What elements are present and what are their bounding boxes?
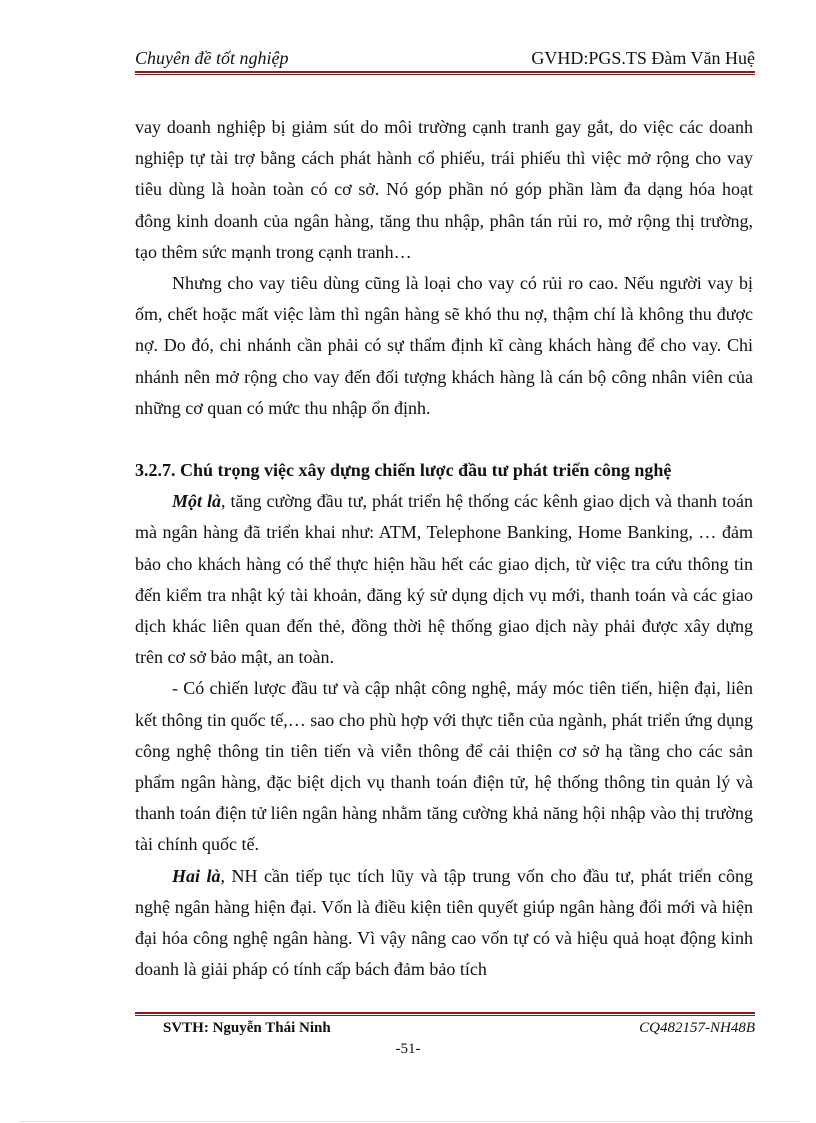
page-number: -51- [395, 1041, 421, 1057]
first-point-text: , tăng cường đầu tư, phát triển hệ thống các kênh giao dịch và thanh toán mà ngân hàng đã triển khai như: ATM, Telephone Banking, Home Banking, … đảm bảo cho khách hàng có thể thực hiện hầu hết các giao dịch, từ việc tra cứu thông tin đến kiểm tra nhật ký tài khoản, đăng ký sử dụng dịch vụ mới, thanh toán và các giao dịch khác liên quan đến thẻ, đồng thời hệ thống giao dịch này phải được xây dựng trên cơ sở bảo mật, an toàn. [135, 491, 753, 668]
header-thesis-title: Chuyên đề tốt nghiệp [135, 48, 289, 68]
paragraph-second-point [135, 861, 753, 986]
page-footer [135, 1020, 755, 1042]
header-supervisor: GVHD:PGS.TS Đàm Văn Huệ [531, 48, 755, 68]
page-edge-line [20, 1121, 800, 1122]
paragraph-consumer-loan-risk: Nhưng cho vay tiêu dùng cũng là loại cho vay có rủi ro cao. Nếu người vay bị ốm, chết hoặc mất việc làm thì ngân hàng sẽ khó thu nợ, thậm chí là không thu được nợ. Do đó, chi nhánh cần phải có sự thẩm định kĩ càng khách hàng để cho vay. Chi nhánh nên mở rộng cho vay đến đối tượng khách hàng là cán bộ công nhân viên của những cơ quan có mức thu nhập ổn định. [135, 273, 753, 418]
page-body [135, 112, 753, 985]
page-header [135, 48, 755, 72]
paragraph-technology-strategy: - Có chiến lược đầu tư và cập nhật công nghệ, máy móc tiên tiến, hiện đại, liên kết thông tin quốc tế,… sao cho phù hợp với thực tiễn của ngành, phát triển ứng dụng công nghệ thông tin tiên tiến và viễn thông để cải thiện cơ sở hạ tầng cho các sản phẩm ngân hàng, đặc biệt dịch vụ thanh toán điện tử, hệ thống thông tin quản lý và thanh toán điện tử liên ngân hàng nhằm tăng cường khả năng hội nhập vào thị trường tài chính quốc tế. [135, 678, 753, 855]
paragraph-continuation: vay doanh nghiệp bị giảm sút do môi trường cạnh tranh gay gắt, do việc các doanh nghiệp tự tài trợ bằng cách phát hành cổ phiếu, trái phiếu thì việc mở rộng cho vay tiêu dùng là hoàn toàn có cơ sở. Nó góp phần nó góp phần làm đa dạng hóa hoạt đông kinh doanh của ngân hàng, tăng thu nhập, phân tán rủi ro, mở rộng thị trường, tạo thêm sức mạnh trong cạnh tranh… [135, 117, 753, 262]
footer-divider [135, 1012, 755, 1016]
footer-student: SVTH: Nguyễn Thái Ninh [163, 1020, 331, 1036]
section-heading: 3.2.7. Chú trọng việc xây dựng chiến lược đầu tư phát triển công nghệ [135, 460, 672, 481]
spacer [135, 424, 753, 455]
header-divider [135, 71, 755, 75]
second-point-text: , NH cần tiếp tục tích lũy và tập trung vốn cho đầu tư, phát triển công nghệ ngân hàng hiện đại. Vốn là điều kiện tiên quyết giúp ngân hàng đổi mới và hiện đại hóa công nghệ ngân hàng. Vì vậy nâng cao vốn tự có và hiệu quả hoạt động kinh doanh là giải pháp có tính cấp bách đảm bảo tích [135, 865, 753, 980]
second-point-lead: Hai là [172, 865, 221, 886]
footer-student-id: CQ482157-NH48B [639, 1020, 755, 1036]
first-point-lead: Một là [172, 491, 222, 512]
paragraph-first-point [135, 486, 753, 673]
